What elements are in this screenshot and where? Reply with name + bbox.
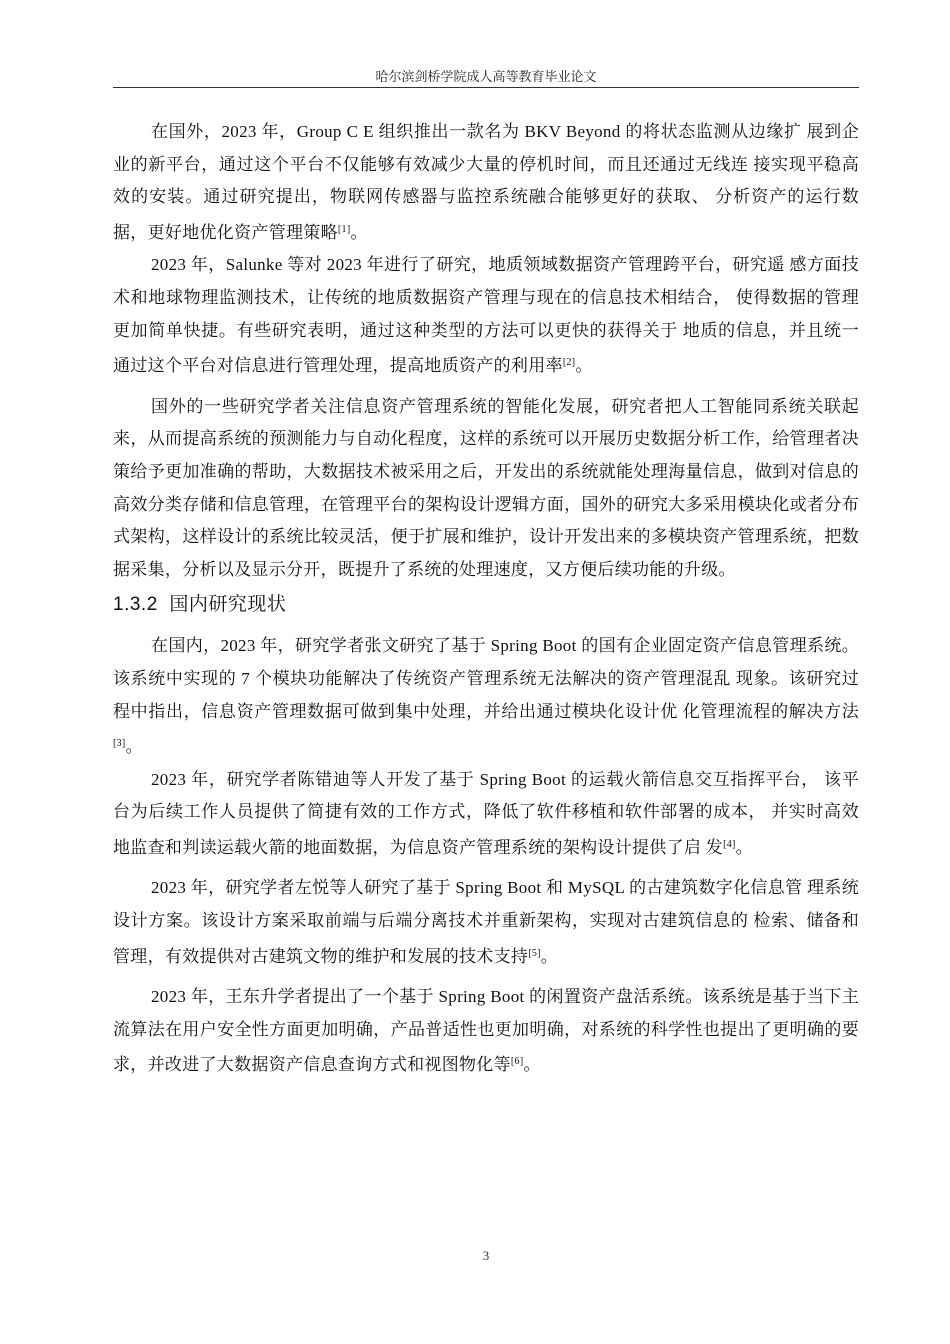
paragraph-domestic-3: 2023 年，研究学者左悦等人研究了基于 Spring Boot 和 MySQL 的古建筑数字化信息管 理系统设计方案。该设计方案采取前端与后端分离技术并重新架构，实现对古建筑信息的 检索、储备和管理，有效提供对古建筑文物的维护和发展的技术支持[5]。 — [113, 878, 859, 966]
section-number: 1.3.2 — [113, 594, 158, 616]
section-heading — [113, 588, 859, 622]
document-body — [113, 116, 859, 1082]
header-divider — [113, 87, 859, 88]
citation-ref: [5] — [528, 947, 541, 959]
citation-ref: [1] — [337, 223, 351, 235]
page-number: 3 — [482, 1248, 490, 1263]
paragraph-foreign-1: 在国外，2023 年，Group C E 组织推出一款名为 BKV Beyond 的将状态监测从边缘扩 展到企业的新平台，通过这个平台不仅能够有效减少大量的停机时间，而且还通过无线连 接实现平稳高效的安装。通过研究提出，物联网传感器与监控系统融合能够更好的获取、 分析资产的运行数据，更好地优化资产管理策略[1]。 — [113, 122, 859, 242]
citation-ref: [2] — [562, 357, 576, 369]
paragraph-domestic-1: 在国内，2023 年，研究学者张文研究了基于 Spring Boot 的国有企业固定资产信息管理系统。该系统中实现的 7 个模块功能解决了传统资产管理系统无法解决的资产管理混乱 现象。该研究过程中指出，信息资产管理数据可做到集中处理，并给出通过模块化设计优 化管理流程的解决方法[3]。 — [113, 636, 859, 757]
citation-ref: [3] — [113, 738, 126, 750]
citation-ref: [6] — [510, 1056, 524, 1068]
section-title: 国内研究现状 — [169, 594, 287, 616]
paragraph-domestic-2: 2023 年，研究学者陈错迪等人开发了基于 Spring Boot 的运载火箭信息交互指挥平台， 该平台为后续工作人员提供了简捷有效的工作方式，降低了软件移植和软件部署的成本， 并实时高效地监查和判读运载火箭的地面数据，为信息资产管理系统的架构设计提供了启 发[4]。 — [113, 769, 859, 857]
paragraph-foreign-3: 国外的一些研究学者关注信息资产管理系统的智能化发展，研究者把人工智能同系统关联起来，从而提高系统的预测能力与自动化程度，这样的系统可以开展历史数据分析工作，给管理者决策给予更加准确的帮助，大数据技术被采用之后，开发出的系统就能处理海量信息，做到对信息的高效分类存储和信息管理，在管理平台的架构设计逻辑方面，国外的研究大多采用模块化或者分布式架构，这样设计的系统比较灵活，便于扩展和维护，设计开发出来的多模块资产管理系统，把数据采集，分析以及显示分开，既提升了系统的处理速度，又方便后续功能的升级。 — [113, 396, 859, 579]
paragraph-foreign-2: 2023 年，Salunke 等对 2023 年进行了研究，地质领域数据资产管理跨平台，研究遥 感方面技术和地球物理监测技术，让传统的地质数据资产管理与现在的信息技术相结合， 使得数据的管理更加简单快捷。有些研究表明，通过这种类型的方法可以更快的获得关于 地质的信息，并且统一通过这个平台对信息进行管理处理，提高地质资产的利用率[2]。 — [113, 255, 859, 376]
running-header: 哈尔滨剑桥学院成人高等教育毕业论文 — [375, 69, 597, 84]
citation-ref: [4] — [723, 838, 736, 850]
paragraph-domestic-4: 2023 年，王东升学者提出了一个基于 Spring Boot 的闲置资产盘活系统。该系统是基于当下主流算法在用户安全性方面更加明确，产品普适性也更加明确，对系统的科学性也提出了更明确的要求，并改进了大数据资产信息查询方式和视图物化等[6]。 — [113, 987, 859, 1075]
